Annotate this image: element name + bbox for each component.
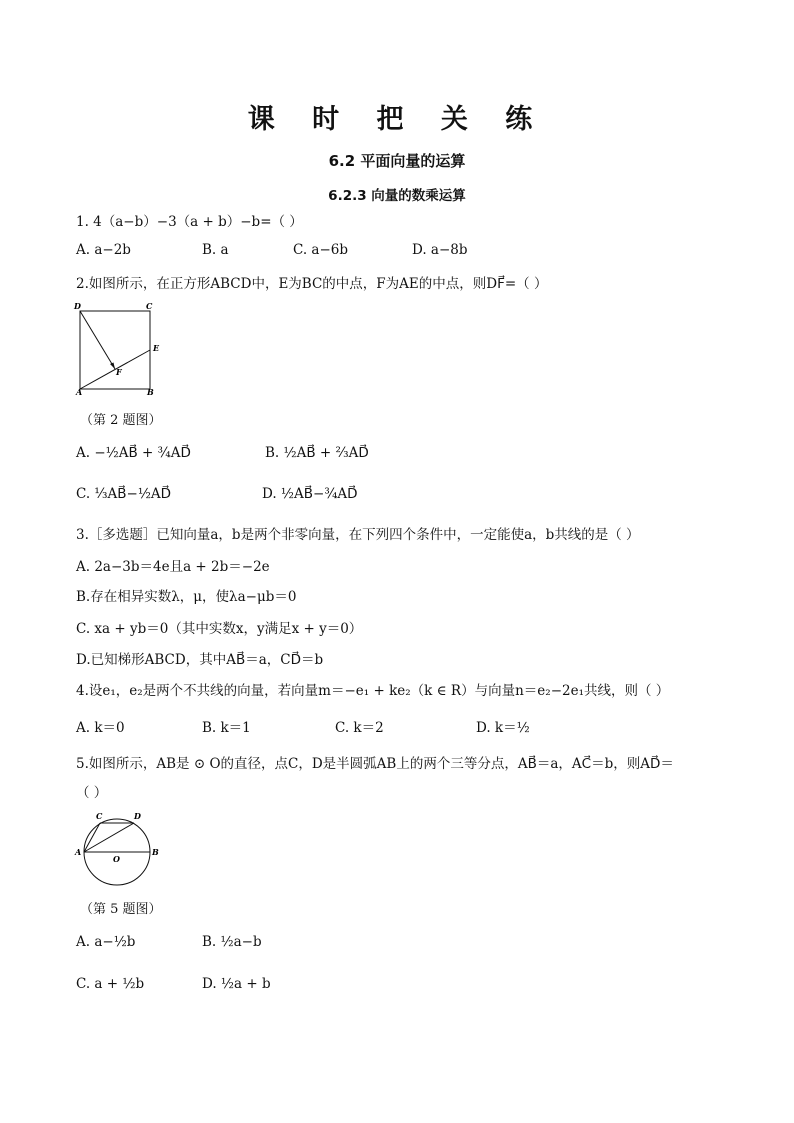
q1-option-d: D. a−8b	[412, 242, 468, 258]
circle-figure	[72, 806, 164, 888]
label-c: C	[96, 811, 103, 821]
label-a: A	[76, 387, 83, 396]
square-figure	[70, 298, 170, 396]
question-2-stem: 2.如图所示，在正方形ABCD中，E为BC的中点，F为AE的中点，则DF⃗=（ ）	[76, 276, 548, 292]
subsection-title: 6.2.3 向量的数乘运算	[328, 188, 466, 204]
q5-option-c: C. a + ½b	[76, 976, 145, 992]
question-1-stem: 1. 4（a−b）−3（a + b）−b=（ ）	[76, 214, 303, 230]
label-f: F	[116, 367, 122, 377]
label-b: B	[152, 847, 159, 857]
q1-option-a: A. a−2b	[76, 242, 131, 258]
q3-option-d: D.已知梯形ABCD，其中AB⃗＝a，CD⃗＝b	[76, 652, 324, 668]
q4-option-b: B. k＝1	[202, 720, 251, 736]
section-title: 6.2 平面向量的运算	[328, 152, 466, 170]
label-o: O	[113, 854, 120, 864]
question-5-stem: 5.如图所示，AB是 ⊙ O的直径，点C，D是半圆弧AB上的两个三等分点，AB⃗＝a，AC⃗＝b，则AD⃗＝	[76, 756, 674, 772]
question-5-stem-cont: （ ）	[76, 785, 108, 801]
q3-option-b: B.存在相异实数λ，μ，使λa−μb＝0	[76, 589, 297, 605]
q3-option-c: C. xa + yb＝0（其中实数x，y满足x + y＝0）	[76, 621, 363, 637]
q1-option-c: C. a−6b	[293, 242, 349, 258]
label-a: A	[75, 847, 82, 857]
question-4-stem: 4.设e₁，e₂是两个不共线的向量，若向量m＝−e₁ + ke₂（k ∈ R）与向量n＝e₂−2e₁共线，则（ ）	[76, 683, 670, 699]
label-c: C	[146, 301, 153, 311]
label-e: E	[153, 343, 160, 353]
question-3-stem: 3.［多选题］已知向量a，b是两个非零向量，在下列四个条件中，一定能使a，b共线的是（ ）	[76, 527, 640, 543]
q2-figure-caption: （第 2 题图）	[80, 413, 162, 428]
q4-option-c: C. k＝2	[335, 720, 384, 736]
page-title: 课 时 把 关 练	[247, 104, 547, 135]
q1-option-b: B. a	[202, 242, 229, 258]
q3-option-a: A. 2a−3b＝4e且a + 2b＝−2e	[76, 559, 270, 575]
label-d: D	[134, 811, 141, 821]
q5-figure-caption: （第 5 题图）	[80, 902, 162, 917]
label-b: B	[147, 387, 154, 396]
q5-option-b: B. ½a−b	[202, 934, 262, 950]
q2-option-a: A. −½AB⃗ + ¾AD⃗	[76, 445, 191, 461]
q2-option-c: C. ⅓AB⃗−½AD⃗	[76, 486, 172, 502]
label-d: D	[74, 301, 81, 311]
q4-option-a: A. k＝0	[76, 720, 125, 736]
q5-option-d: D. ½a + b	[202, 976, 271, 992]
q5-option-a: A. a−½b	[76, 934, 136, 950]
q2-option-b: B. ½AB⃗ + ⅔AD⃗	[265, 445, 369, 461]
q2-option-d: D. ½AB⃗−¾AD⃗	[262, 486, 358, 502]
q4-option-d: D. k＝½	[476, 720, 530, 736]
